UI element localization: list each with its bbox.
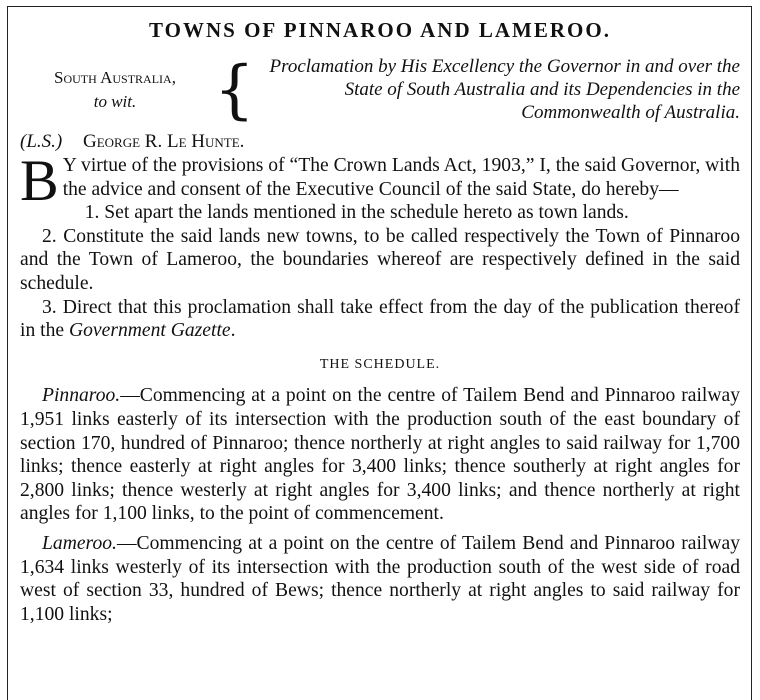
pinnaroo-paragraph xyxy=(20,384,740,526)
proclamation-title: Proclamation by His Excellency the Governor in and over the State of South Australia and its Dependencies in the Commonwealth of Australia. xyxy=(269,56,740,123)
gazette-name: Government Gazette xyxy=(68,320,231,342)
proclamation-header xyxy=(20,52,740,127)
page-title: TOWNS OF PINNAROO AND LAMEROO. xyxy=(149,18,611,42)
item-1: 1. Set apart the lands mentioned in the schedule hereto as town lands. xyxy=(84,202,629,224)
state-block xyxy=(20,66,210,114)
proclamation-body xyxy=(20,148,740,626)
intro-text: Y virtue of the provisions of “The Crown Lands Act, 1903,” I, the said Governor, with the advice and consent of the Executive Council of the said State, do hereby— xyxy=(62,155,740,200)
lameroo-label: Lameroo. xyxy=(42,532,117,554)
item-2: 2. Constitute the said lands new towns, to be called respectively the Town of Pinnaroo and the Town of Lameroo, the boundaries whereof are respectively defined in the said schedule. xyxy=(20,225,740,294)
drop-cap: B xyxy=(20,148,59,213)
brace-glyph: { xyxy=(214,52,255,127)
lameroo-paragraph xyxy=(20,532,740,626)
left-column-rule xyxy=(7,6,8,700)
lameroo-text: —Commencing at a point on the centre of Tailem Bend and Pinnaroo railway 1,634 links westerly of its intersection with the production south of the west side of road west of section 33, hundred of Bews; thence northerly at right angles to said railway for 1,100 links; xyxy=(20,532,740,625)
item-3-after: . xyxy=(230,320,236,342)
pinnaroo-label: Pinnaroo. xyxy=(42,385,121,407)
pinnaroo-text: —Commencing at a point on the centre of Tailem Bend and Pinnaroo railway 1,951 links easterly of its intersection with the production south of the east boundary of section 170, hundred of Pinnaroo; thence northerly at right angles to said railway for 1,700 links; thence easterly at right angles for 3,400 links; thence southerly at right angles for 2,800 links; thence westerly at right angles for 3,400 links; and thence northerly at right angles for 1,100 links, to the point of commencement. xyxy=(20,385,740,525)
governor-name: George R. Le Hunte. xyxy=(82,131,245,152)
right-column-rule xyxy=(751,6,752,700)
gazette-page xyxy=(20,18,740,626)
to-wit: to wit. xyxy=(93,91,137,111)
seal-mark: (L.S.) xyxy=(20,131,63,152)
schedule-heading: THE SCHEDULE. xyxy=(319,356,441,372)
seal-line xyxy=(20,130,740,154)
item-3-before: 3. Direct that this proclamation shall take effect from the day of the publication thereof in the xyxy=(20,296,740,342)
item-3 xyxy=(20,296,740,343)
top-rule xyxy=(8,6,752,7)
state-name: South Australia, xyxy=(54,67,176,87)
